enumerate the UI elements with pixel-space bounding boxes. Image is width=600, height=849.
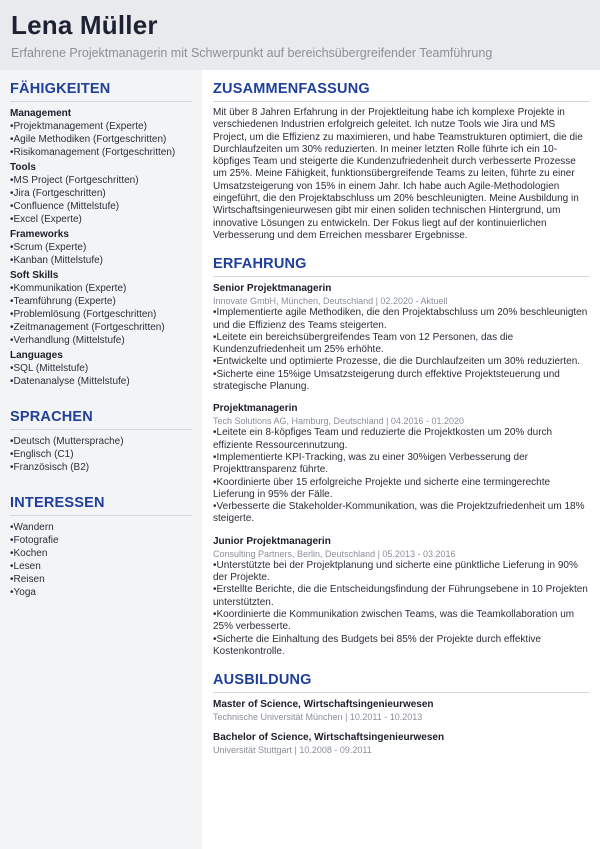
language-item: • Deutsch (Muttersprache) [10, 435, 192, 448]
education-list [213, 698, 589, 756]
interests-title: INTERESSEN [10, 495, 192, 516]
skill-group-list [10, 282, 192, 347]
skill-item: • Confluence (Mittelstufe) [10, 200, 192, 213]
education-section [213, 672, 589, 756]
skill-item: • Scrum (Experte) [10, 241, 192, 254]
skill-item: • MS Project (Fortgeschritten) [10, 174, 192, 187]
job-entry [213, 402, 589, 525]
skill-group-title: Languages [10, 350, 63, 361]
job-bullets [213, 307, 589, 393]
education-entry [213, 731, 589, 756]
interest-item: • Lesen [10, 560, 192, 573]
skill-group-title: Frameworks [10, 229, 69, 240]
languages-section [10, 409, 192, 474]
skill-item: • Verhandlung (Mittelstufe) [10, 334, 192, 347]
skill-item: • Datenanalyse (Mittelstufe) [10, 375, 192, 388]
languages-title: SPRACHEN [10, 409, 192, 430]
summary-title: ZUSAMMENFASSUNG [213, 81, 589, 102]
job-bullets [213, 427, 589, 525]
skill-group-title: Management [10, 108, 72, 119]
summary-text: Mit über 8 Jahren Erfahrung in der Projektleitung habe ich komplexe Projekte in verschiedenen Industrien erfolgreich geleitet. Ich nutze Tools wie Jira und MS Project, um die Effizienz zu maximieren, und habe Teamstrukturen optimiert, die die Durchlaufzeiten um 30% reduzierten. In meiner letzten Rolle führte ich ein 10-köpfiges Team und steigerte die Kundenzufriedenheit durch verbesserte Prozesse um 25%. Meine Fähigkeit, funktionsübergreifende Teams zu leiten, führte zu einer Umsatzsteigerung von 15% in einem Jahr. Ich habe auch Agile-Methodologien eingeführt, die den Projektabschluss um 20% beschleunigten. Meine Ausbildung in Wirtschaftsingenieurwesen gibt mir einen soliden technischen Hintergrund, um innovative Lösungen zu entwickeln. Der Fokus liegt auf der kontinuierlichen Verbesserung und dem Erreichen messbarer Ergebnisse. [213, 107, 583, 241]
skills-groups [10, 107, 192, 388]
sidebar [0, 70, 202, 849]
job-title: Senior Projektmanagerin [213, 283, 332, 295]
interest-item: • Yoga [10, 586, 192, 599]
skill-item: • Teamführung (Experte) [10, 295, 192, 308]
skill-group-list [10, 362, 192, 388]
job-meta: Consulting Partners, Berlin, Deutschland | 05.2013 - 03.2016 [213, 548, 456, 559]
summary-section [213, 81, 589, 242]
skill-item: • Risikomanagement (Fortgeschritten) [10, 146, 192, 159]
language-item: • Englisch (C1) [10, 448, 192, 461]
skill-group-list [10, 120, 192, 159]
experience-title: ERFAHRUNG [213, 256, 589, 277]
job-entry [213, 282, 589, 393]
person-subtitle: Erfahrene Projektmanagerin mit Schwerpunkt auf bereichsübergreifender Teamführung [11, 46, 493, 60]
job-bullet: • Leitete ein 8-köpfiges Team und reduzierte die Projektkosten um 20% durch effiziente Ressourcennutzung. [213, 427, 589, 452]
person-name: Lena Müller [11, 10, 158, 40]
job-bullet: • Koordinierte die Kommunikation zwischen Teams, was die Teamkollaboration um 25% verbesserte. [213, 609, 589, 634]
education-title: AUSBILDUNG [213, 672, 589, 693]
skills-section [10, 81, 192, 388]
job-bullets [213, 560, 589, 658]
skills-title: FÄHIGKEITEN [10, 81, 192, 102]
skill-item: • Problemlösung (Fortgeschritten) [10, 308, 192, 321]
main-content [202, 70, 600, 849]
skill-item: • Projektmanagement (Experte) [10, 120, 192, 133]
degree-meta: Technische Universität München | 10.2011 - 10.2013 [213, 712, 423, 723]
interest-item: • Fotografie [10, 534, 192, 547]
degree-title: Master of Science, Wirtschaftsingenieurwesen [213, 699, 434, 711]
education-entry [213, 698, 589, 723]
job-bullet: • Unterstützte bei der Projektplanung und sicherte eine pünktliche Lieferung in 90% der Projekte. [213, 560, 589, 585]
languages-list [10, 435, 192, 474]
job-bullet: • Leitete ein bereichsübergreifendes Team von 12 Personen, das die Kundenzufriedenheit um 25% erhöhte. [213, 332, 589, 357]
job-bullet: • Koordinierte über 15 erfolgreiche Projekte und sicherte eine termingerechte Lieferung in 95% der Fälle. [213, 477, 589, 502]
interests-section [10, 495, 192, 599]
skill-item: • Zeitmanagement (Fortgeschritten) [10, 321, 192, 334]
job-bullet: • Erstellte Berichte, die die Entscheidungsfindung der Führungsebene in 10 Projekten unterstützten. [213, 584, 589, 609]
job-title: Projektmanagerin [213, 403, 298, 415]
job-bullet: • Verbesserte die Stakeholder-Kommunikation, was die Projektzufriedenheit um 18% steigerte. [213, 501, 589, 526]
skill-group-title: Tools [10, 162, 36, 173]
degree-meta: Universität Stuttgart | 10.2008 - 09.2011 [213, 745, 372, 756]
job-bullet: • Entwickelte und optimierte Prozesse, die die Durchlaufzeiten um 30% reduzierten. [213, 356, 589, 368]
job-bullet: • Sicherte die Einhaltung des Budgets bei 85% der Projekte durch effektive Kostenkontrolle. [213, 634, 589, 659]
skill-item: • Kommunikation (Experte) [10, 282, 192, 295]
skill-group-list [10, 174, 192, 226]
job-bullet: • Implementierte agile Methodiken, die den Projektabschluss um 20% beschleunigten und die Effizienz des Teams steigerten. [213, 307, 589, 332]
language-item: • Französisch (B2) [10, 461, 192, 474]
interest-item: • Reisen [10, 573, 192, 586]
skill-group-list [10, 241, 192, 267]
jobs-list [213, 282, 589, 658]
job-bullet: • Sicherte eine 15%ige Umsatzsteigerung durch effektive Projektsteuerung und strategische Planung. [213, 369, 589, 394]
skill-item: • Excel (Experte) [10, 213, 192, 226]
experience-section [213, 256, 589, 658]
job-meta: Innovate GmbH, München, Deutschland | 02.2020 - Aktuell [213, 296, 448, 307]
interest-item: • Kochen [10, 547, 192, 560]
resume-header [0, 0, 600, 70]
skill-item: • Kanban (Mittelstufe) [10, 254, 192, 267]
degree-title: Bachelor of Science, Wirtschaftsingenieurwesen [213, 732, 445, 744]
interest-item: • Wandern [10, 521, 192, 534]
skill-item: • SQL (Mittelstufe) [10, 362, 192, 375]
skill-group-title: Soft Skills [10, 270, 59, 281]
skill-item: • Jira (Fortgeschritten) [10, 187, 192, 200]
job-bullet: • Implementierte KPI-Tracking, was zu einer 30%igen Verbesserung der Projekttransparenz führte. [213, 452, 589, 477]
interests-list [10, 521, 192, 599]
job-meta: Tech Solutions AG, Hamburg, Deutschland | 04.2016 - 01.2020 [213, 416, 464, 427]
job-title: Junior Projektmanagerin [213, 535, 331, 547]
skill-item: • Agile Methodiken (Fortgeschritten) [10, 133, 192, 146]
job-entry [213, 535, 589, 658]
